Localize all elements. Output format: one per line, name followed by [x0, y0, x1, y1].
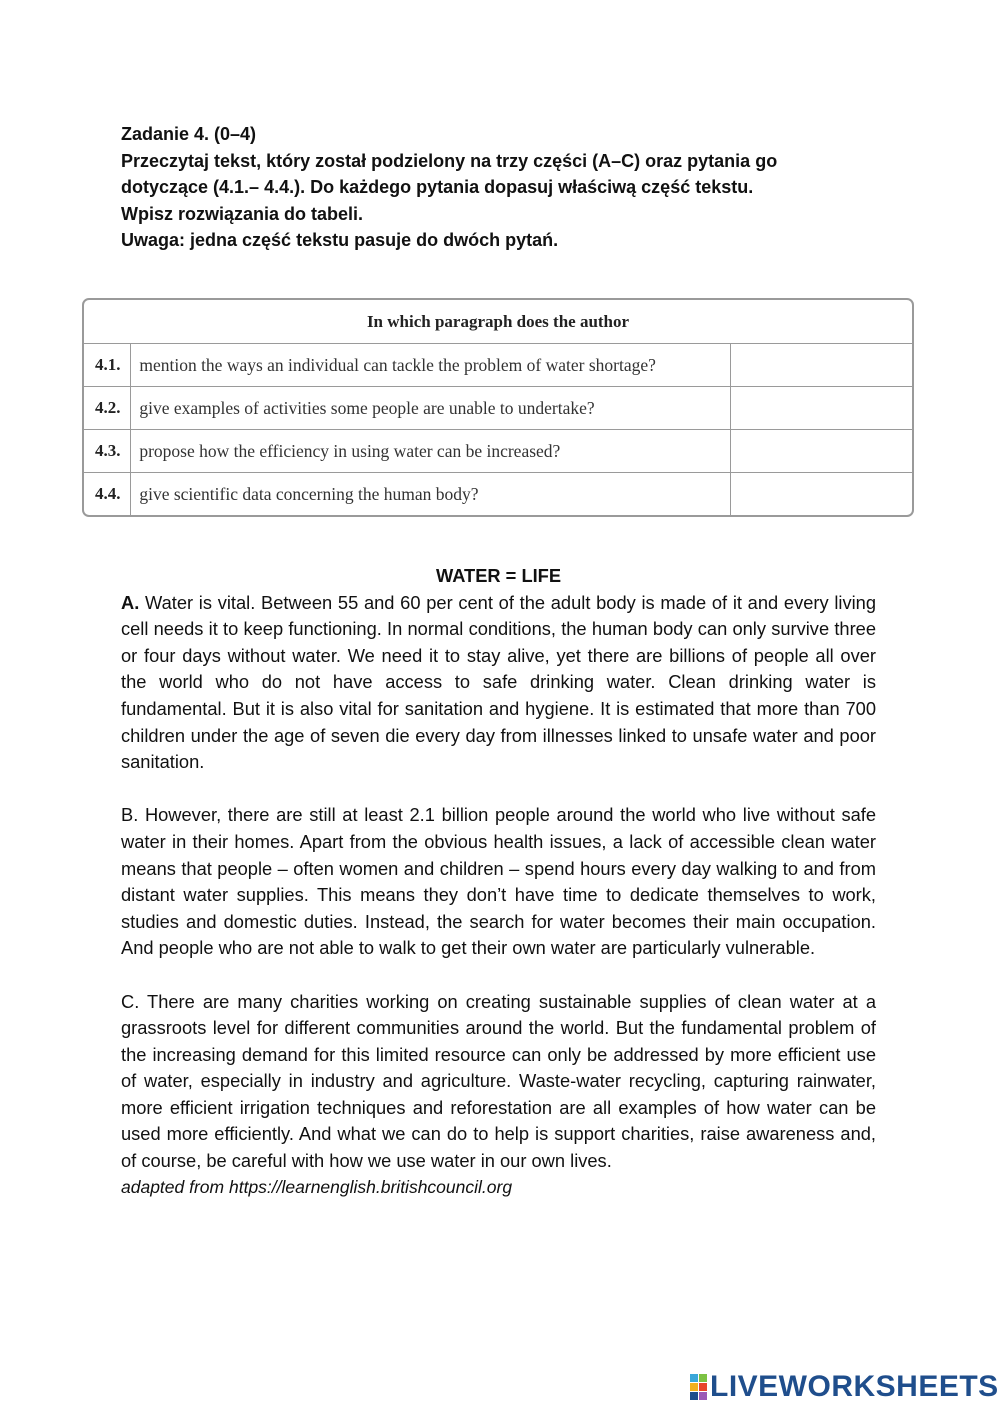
task-line: Wpisz rozwiązania do tabeli.	[121, 203, 364, 224]
article-title: WATER = LIFE	[435, 565, 562, 586]
paragraph-c: C. There are many charities working on creating sustainable supplies of clean water at a grassroots level for different communities around the world. But the fundamental problem of the increasing demand for this limited resource can only be addressed by more efficient use of water, especially in industry and agriculture. Waste-water recycling, capturing rainwater, more efficient irrigation techniques and reforestation are all examples of how water can be used more efficiently. And what we can do to help is support charities, raise awareness and, of course, be careful with how we use water in our own lives.	[121, 990, 876, 1172]
paragraph-text: Water is vital. Between 55 and 60 per cent of the adult body is made of it and every living cell needs it to keep functioning. In normal conditions, the human body can only survive three or four days without water. We need it to stay alive, yet there are billions of people all over the world who do not have access to safe drinking water. Clean drinking water is fundamental. But it is also vital for sanitation and hygiene. It is estimated that more than 700 children under the age of seven die every day from illnesses linked to unsafe water and poor sanitation.	[121, 591, 876, 773]
task-note: Uwaga: jedna część tekstu pasuje do dwóch pytań.	[121, 230, 559, 251]
answer-input-4-2[interactable]	[731, 387, 912, 429]
question-number: 4.4.	[84, 473, 131, 516]
question-text: mention the ways an individual can tackle the problem of water shortage?	[131, 344, 731, 386]
paragraph-b: B. However, there are still at least 2.1 billion people around the world who live without safe water in their homes. Apart from the obvious health issues, a lack of accessible clean water means that people – often women and children – spend hours every day walking to and from distant water supplies. This means they don’t have time to dedicate themselves to work, studies and domestic duties. Instead, the search for water becomes their main occupation. And people who are not able to walk to get their own water are particularly vulnerable.	[121, 804, 876, 959]
table-row	[84, 430, 912, 473]
table-row	[84, 344, 912, 387]
answer-input-4-3[interactable]	[731, 430, 912, 472]
answer-input-4-1[interactable]	[731, 344, 912, 386]
table-row	[84, 473, 912, 516]
question-text: give examples of activities some people are unable to undertake?	[131, 387, 731, 429]
table-row	[84, 387, 912, 430]
question-number: 4.2.	[84, 387, 131, 429]
question-number: 4.1.	[84, 344, 131, 386]
paragraph-label: A.	[121, 591, 140, 613]
task-title: Zadanie 4. (0–4)	[121, 124, 257, 144]
task-line: Przeczytaj tekst, który został podzielony na trzy części (A–C) oraz pytania go	[121, 150, 778, 171]
task-line: dotyczące (4.1.– 4.4.). Do każdego pytania dopasuj właściwą część tekstu.	[121, 177, 754, 198]
article	[121, 563, 876, 1199]
answer-input-4-4[interactable]	[731, 473, 912, 516]
brand-name: LIVEWORKSHEETS	[710, 1370, 999, 1403]
question-text: propose how the efficiency in using water can be increased?	[131, 430, 731, 472]
question-text: give scientific data concerning the human body?	[131, 473, 731, 516]
questions-table	[82, 298, 914, 517]
paragraph-a	[121, 590, 876, 776]
logo-icon	[690, 1374, 707, 1400]
question-number: 4.3.	[84, 430, 131, 472]
source-note: adapted from https://learnenglish.britishcouncil.org	[121, 1176, 513, 1197]
table-header: In which paragraph does the author	[84, 300, 912, 344]
task-instructions	[121, 121, 881, 254]
liveworksheets-logo	[690, 1370, 999, 1404]
